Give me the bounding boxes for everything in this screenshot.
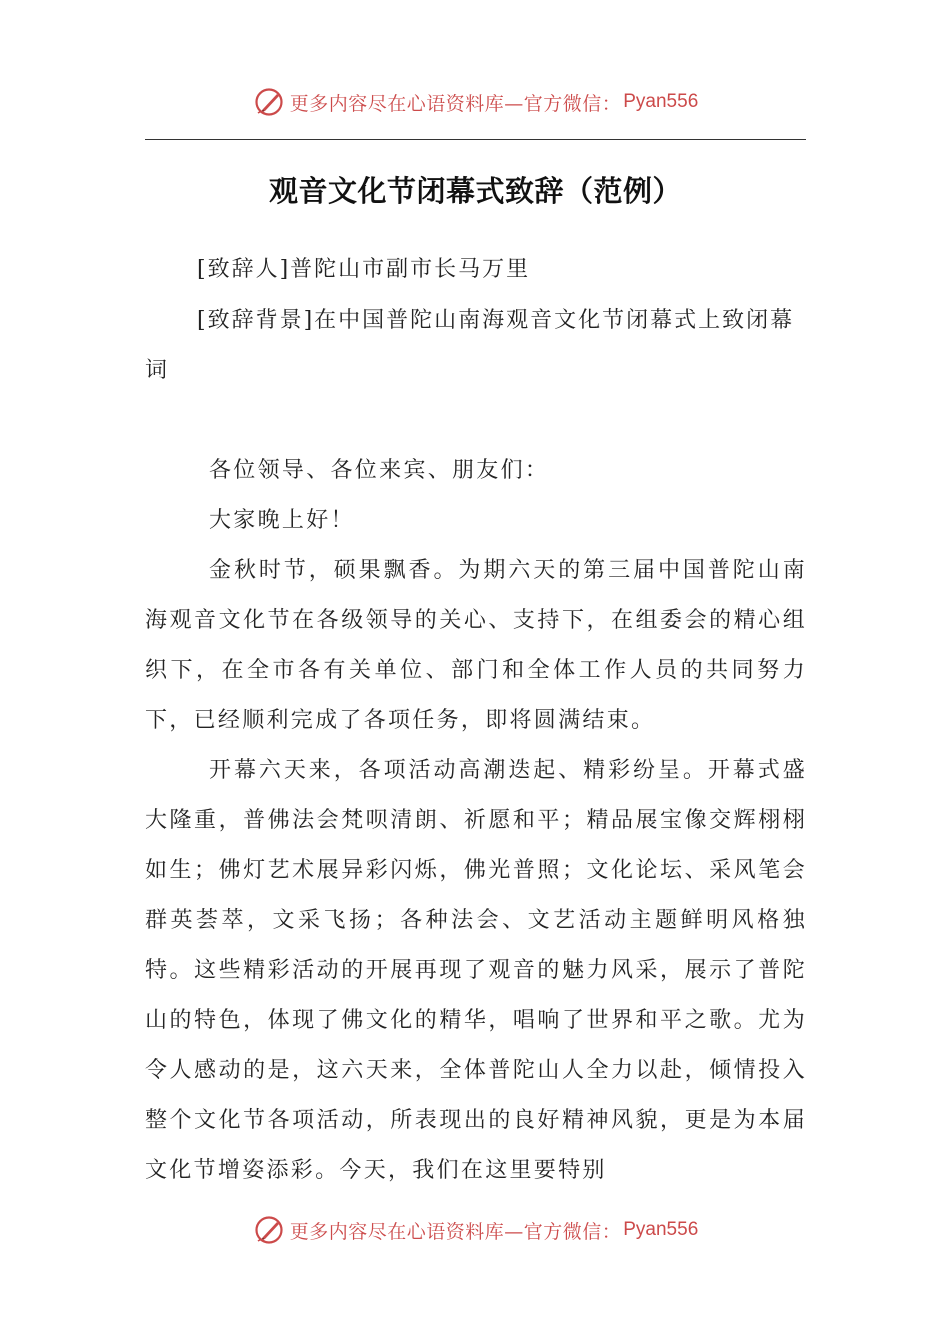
footer-wechat-id: Pyan556 (623, 1219, 699, 1240)
background-line: [致辞背景]在中国普陀山南海观音文化节闭幕式上致闭幕词 (145, 308, 795, 383)
salutation: 各位领导、各位来宾、朋友们： (209, 458, 550, 483)
speech-body (145, 446, 807, 1196)
pen-logo-icon (252, 1213, 286, 1247)
body-paragraph: 金秋时节，硕果飘香。为期六天的第三届中国普陀山南海观音文化节在各级领导的关心、支持下，在组委会的精心组织下，在全市各有关单位、部门和全体工作人员的共同努力下，已经顺利完成了各项任务，即将圆满结束。 (145, 558, 807, 733)
header-rule (145, 139, 806, 140)
header-banner (0, 82, 950, 122)
header-banner-text: 更多内容尽在心语资料库—官方微信： (289, 92, 622, 115)
pen-logo-icon (252, 85, 286, 119)
header-wechat-id: Pyan556 (623, 91, 699, 112)
document-title: 观音文化节闭幕式致辞（范例） (268, 174, 682, 209)
footer-banner (0, 1210, 950, 1250)
speaker-line: [致辞人]普陀山市副市长马万里 (197, 257, 531, 282)
greeting: 大家晚上好！ (209, 508, 355, 533)
footer-banner-text: 更多内容尽在心语资料库—官方微信： (289, 1220, 622, 1243)
body-paragraph: 开幕六天来，各项活动高潮迭起、精彩纷呈。开幕式盛大隆重，普佛法会梵呗清朗、祈愿和平；精品展宝像交辉栩栩如生；佛灯艺术展异彩闪烁，佛光普照；文化论坛、采风笔会群英荟萃，文采飞扬；各种法会、文艺活动主题鲜明风格独特。这些精彩活动的开展再现了观音的魅力风采，展示了普陀山的特色，体现了佛文化的精华，唱响了世界和平之歌。尤为令人感动的是，这六天来，全体普陀山人全力以赴，倾情投入整个文化节各项活动，所表现出的良好精神风貌，更是为本届文化节增姿添彩。今天，我们在这里要特别 (145, 758, 807, 1183)
